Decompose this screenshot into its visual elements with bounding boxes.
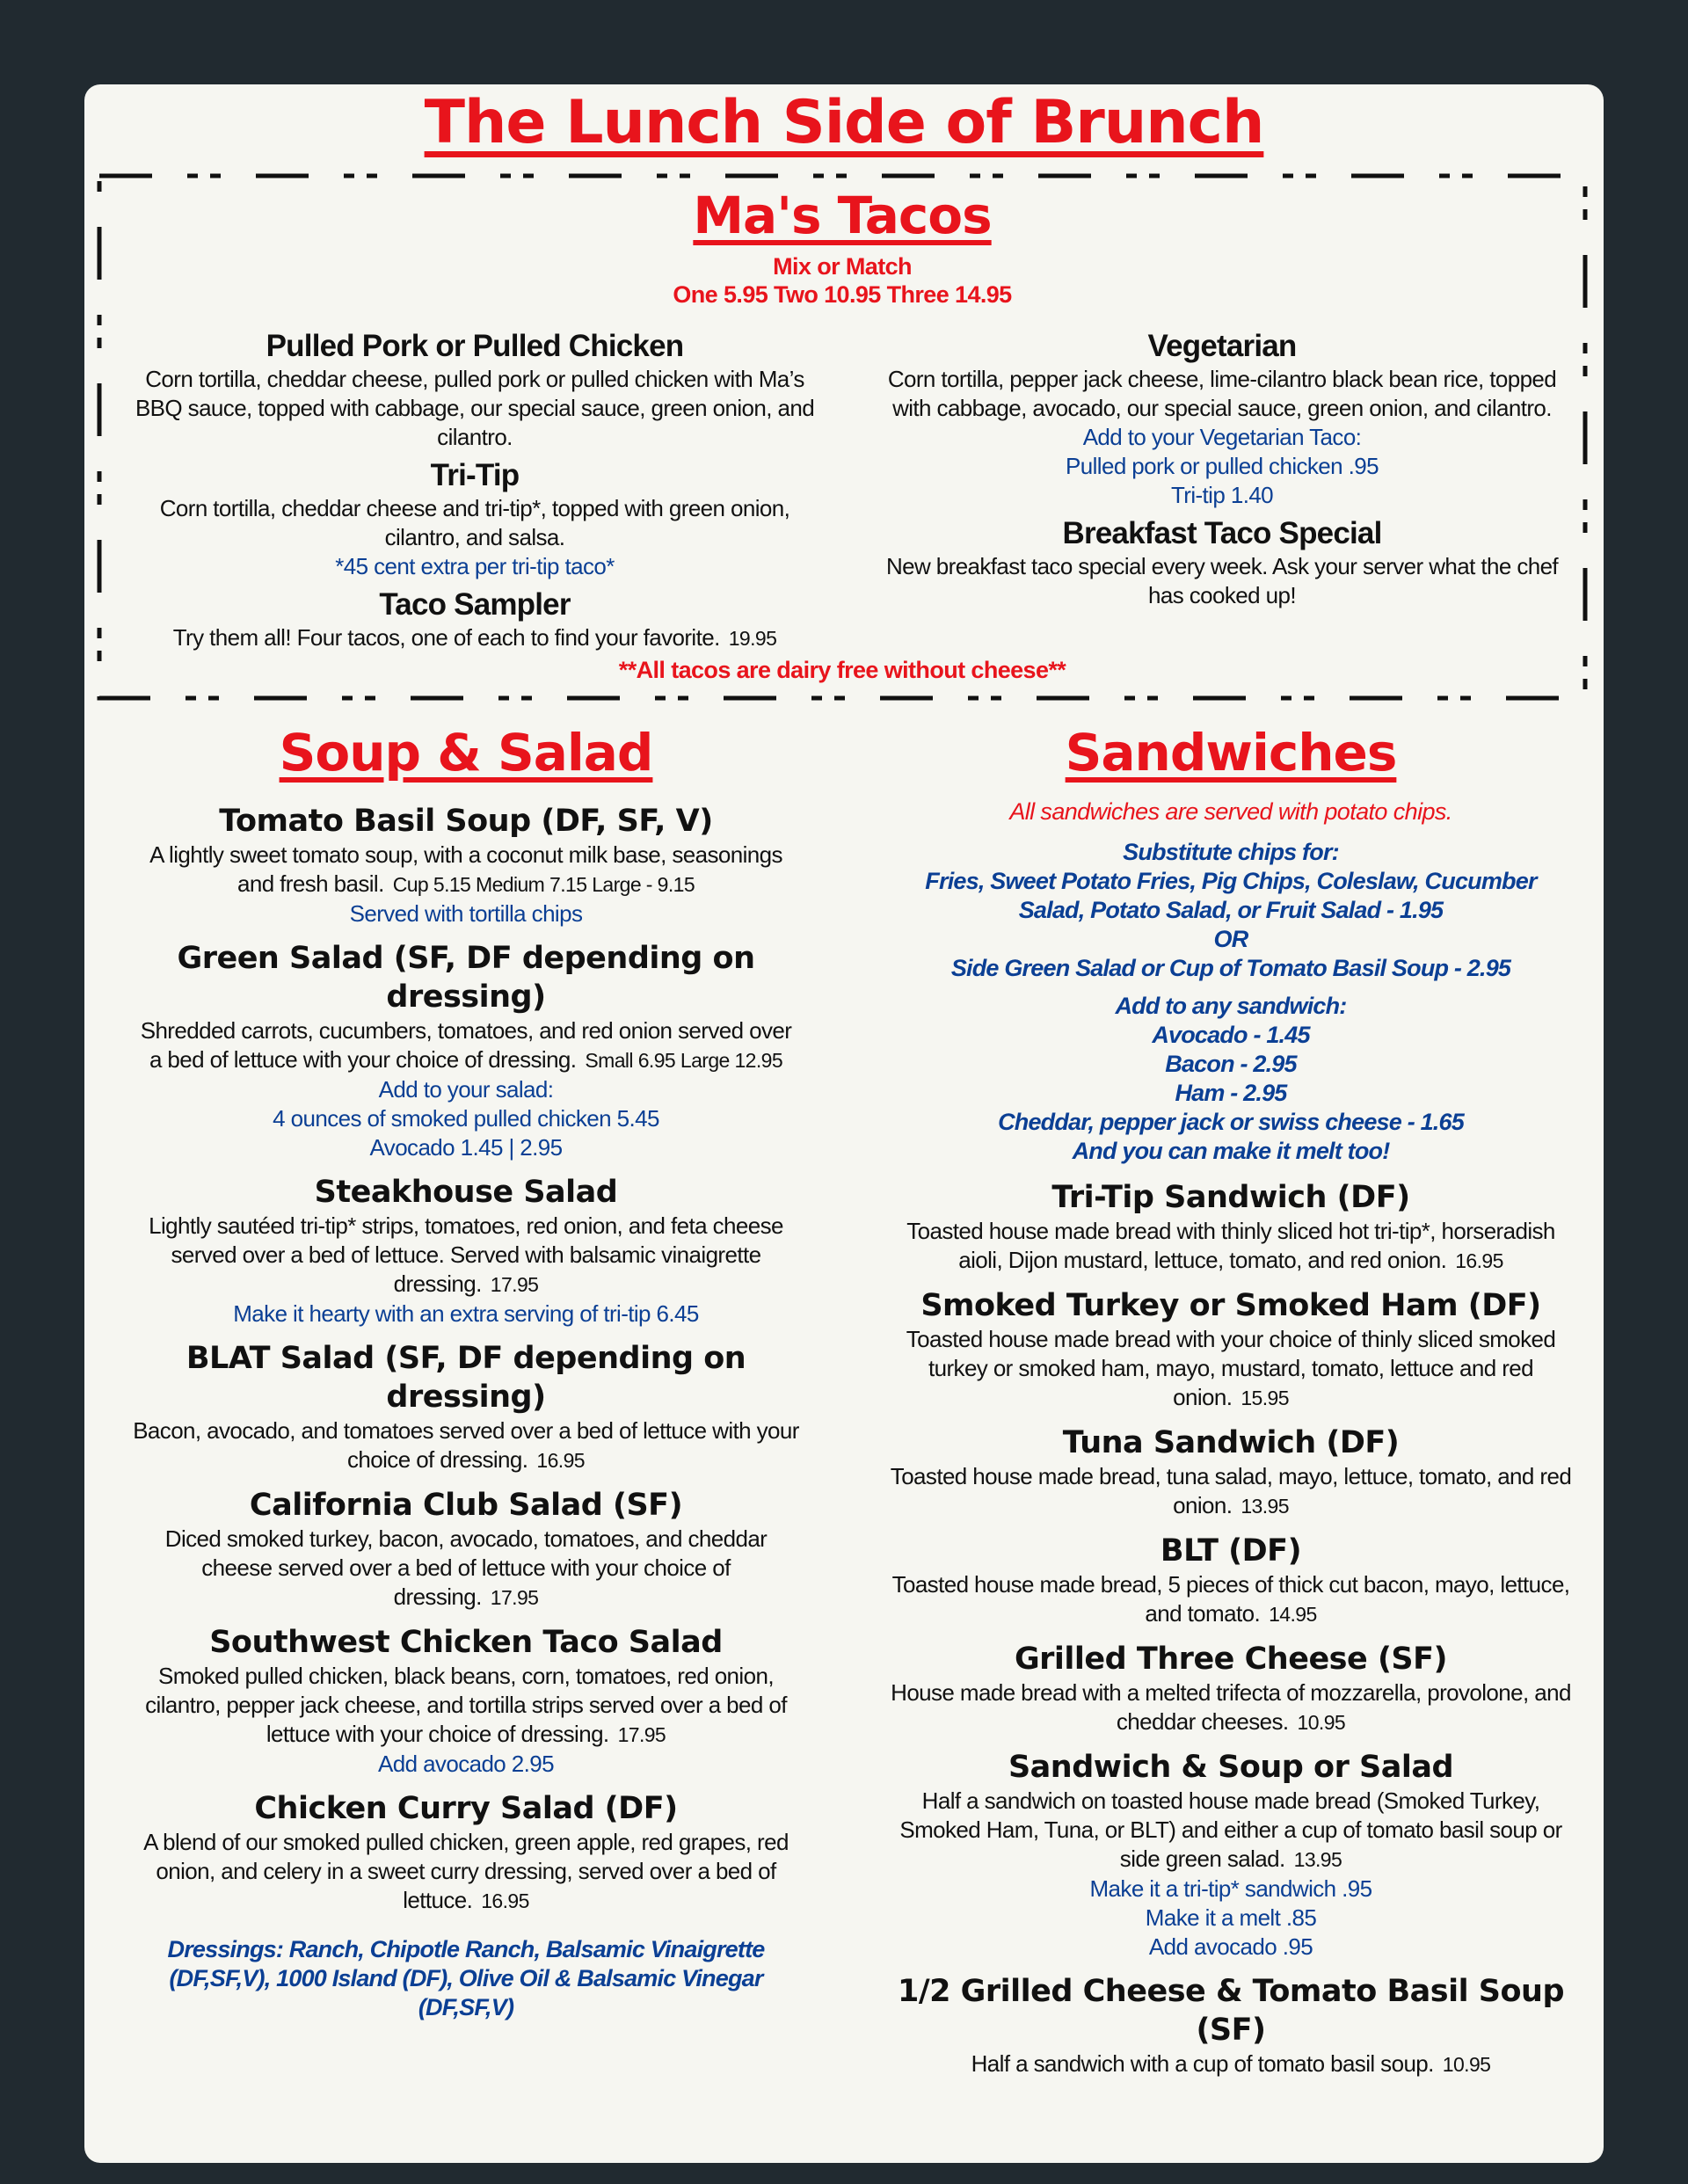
item-description: A lightly sweet tomato soup, with a coconut milk base, seasonings and fresh basil. bbox=[149, 841, 782, 897]
menu-item bbox=[123, 328, 826, 452]
item-name: Tri-Tip bbox=[430, 458, 520, 492]
tacos-right-column bbox=[879, 323, 1565, 610]
menu-item bbox=[132, 1623, 800, 1779]
addon-line: Cheddar, pepper jack or swiss cheese - 1.65 bbox=[998, 1109, 1464, 1135]
item-name: Smoked Turkey or Smoked Ham (DF) bbox=[920, 1288, 1541, 1323]
item-description: Toasted house made bread, tuna salad, mayo, lettuce, tomato, and red onion. bbox=[890, 1463, 1572, 1518]
menu-item bbox=[888, 1286, 1574, 1413]
item-extra: Avocado 1.45 | 2.95 bbox=[369, 1134, 563, 1161]
substitute-line: Side Green Salad or Cup of Tomato Basil Soup - 2.95 bbox=[950, 955, 1511, 981]
item-description: Bacon, avocado, and tomatoes served over a bed of lettuce with your choice of dressing. bbox=[133, 1417, 799, 1473]
item-price: 13.95 bbox=[1293, 1848, 1342, 1871]
item-price: 19.95 bbox=[728, 627, 777, 650]
item-description: Shredded carrots, cucumbers, tomatoes, and red onion served over a bed of lettuce with your choice of dressing. bbox=[140, 1017, 792, 1073]
addon-line: Bacon - 2.95 bbox=[1165, 1051, 1297, 1077]
item-price: 16.95 bbox=[481, 1889, 529, 1912]
item-name: Sandwich & Soup or Salad bbox=[1008, 1750, 1454, 1785]
menu-item bbox=[888, 1178, 1574, 1276]
page-title: The Lunch Side of Brunch bbox=[424, 88, 1264, 157]
sandwiches-heading: Sandwiches bbox=[1065, 723, 1397, 783]
item-name: Steakhouse Salad bbox=[314, 1175, 618, 1210]
tacos-mix: Mix or Match bbox=[773, 253, 912, 280]
item-description: New breakfast taco special every week. Ask your server what the chef has cooked up! bbox=[885, 553, 1559, 608]
menu-item bbox=[123, 586, 826, 653]
item-extra: Make it a melt .85 bbox=[1145, 1904, 1317, 1931]
item-price: 17.95 bbox=[490, 1273, 539, 1296]
menu-item bbox=[888, 1532, 1574, 1629]
item-description: Try them all! Four tacos, one of each to find your favorite. bbox=[172, 624, 720, 651]
addon-line: Avocado - 1.45 bbox=[1152, 1022, 1310, 1048]
menu-item bbox=[132, 939, 800, 1162]
item-price: Small 6.95 Large 12.95 bbox=[585, 1049, 783, 1072]
tacos-heading: Ma's Tacos bbox=[693, 186, 992, 245]
item-extra: Add avocado 2.95 bbox=[377, 1751, 554, 1777]
item-extra: Make it a tri-tip* sandwich .95 bbox=[1089, 1875, 1372, 1902]
menu-item bbox=[888, 1972, 1574, 2079]
item-description: Corn tortilla, cheddar cheese, pulled pork or pulled chicken with Ma’s BBQ sauce, topped with cabbage, our special sauce, green onion, and cilantro. bbox=[135, 366, 815, 450]
item-name: Pulled Pork or Pulled Chicken bbox=[266, 329, 684, 363]
menu-item bbox=[888, 1423, 1574, 1521]
sandwiches-note: All sandwiches are served with potato chips. bbox=[1009, 798, 1452, 825]
soup-salad-heading: Soup & Salad bbox=[279, 723, 653, 783]
addon-line: Add to any sandwich: bbox=[1115, 993, 1347, 1019]
dressings-note: Dressings: Ranch, Chipotle Ranch, Balsamic Vinaigrette (DF,SF,V), 1000 Island (DF), Olive Oil & Balsamic Vinegar (DF,SF,V) bbox=[167, 1936, 765, 2020]
menu-item bbox=[879, 515, 1565, 610]
item-description: Half a sandwich on toasted house made bread (Smoked Turkey, Smoked Ham, Tuna, or BLT) and either a cup of tomato basil soup or side green salad. bbox=[899, 1787, 1562, 1872]
item-price: 13.95 bbox=[1241, 1495, 1289, 1518]
item-extra: Served with tortilla chips bbox=[349, 900, 583, 927]
item-description: Diced smoked turkey, bacon, avocado, tomatoes, and cheddar cheese served over a bed of lettuce with your choice of dressing. bbox=[164, 1525, 768, 1610]
soup-salad-section bbox=[132, 723, 800, 2022]
substitute-line: Fries, Sweet Potato Fries, Pig Chips, Coleslaw, Cucumber Salad, Potato Salad, or Fruit Salad - 1.95 bbox=[925, 868, 1537, 923]
item-extra: Add to your salad: bbox=[378, 1076, 554, 1103]
tacos-box bbox=[97, 173, 1588, 701]
item-extra: Add avocado .95 bbox=[1148, 1933, 1313, 1960]
tacos-pricing: One 5.95 Two 10.95 Three 14.95 bbox=[673, 281, 1012, 308]
item-extra: 4 ounces of smoked pulled chicken 5.45 bbox=[273, 1105, 659, 1132]
substitute-line: Substitute chips for: bbox=[1123, 839, 1339, 865]
item-extra: *45 cent extra per tri-tip taco* bbox=[335, 553, 615, 579]
item-price: 15.95 bbox=[1241, 1387, 1289, 1409]
item-name: Vegetarian bbox=[1147, 329, 1297, 363]
menu-item bbox=[879, 328, 1565, 510]
tacos-left-column bbox=[123, 323, 826, 653]
item-price: 10.95 bbox=[1442, 2053, 1491, 2076]
item-description: House made bread with a melted trifecta of mozzarella, provolone, and cheddar cheeses. bbox=[891, 1679, 1571, 1735]
tacos-footnote: **All tacos are dairy free without cheese** bbox=[618, 657, 1066, 683]
item-name: BLT (DF) bbox=[1160, 1533, 1302, 1569]
item-extra: Add to your Vegetarian Taco: bbox=[1082, 424, 1362, 450]
item-price: Cup 5.15 Medium 7.15 Large - 9.15 bbox=[392, 873, 695, 896]
item-description: Corn tortilla, pepper jack cheese, lime-cilantro black bean rice, topped with cabbage, avocado, our special sauce, green onion, and cilantro. bbox=[887, 366, 1557, 421]
item-name: Breakfast Taco Special bbox=[1062, 516, 1382, 550]
item-name: Tri-Tip Sandwich (DF) bbox=[1051, 1180, 1410, 1215]
item-description: A blend of our smoked pulled chicken, green apple, red grapes, red onion, and celery in a sweet curry dressing, served over a bed of lettuce. bbox=[143, 1829, 789, 1913]
item-price: 16.95 bbox=[1455, 1249, 1503, 1272]
item-description: Half a sandwich with a cup of tomato basil soup. bbox=[971, 2050, 1434, 2077]
menu-item bbox=[123, 457, 826, 581]
addon-line: Ham - 2.95 bbox=[1175, 1080, 1287, 1106]
item-price: 17.95 bbox=[617, 1723, 666, 1746]
item-name: Southwest Chicken Taco Salad bbox=[209, 1625, 723, 1660]
item-extra: Pulled pork or pulled chicken .95 bbox=[1066, 453, 1379, 479]
menu-item bbox=[888, 1748, 1574, 1962]
addon-line: And you can make it melt too! bbox=[1072, 1138, 1390, 1164]
addons-block bbox=[888, 992, 1574, 1166]
substitute-line: OR bbox=[1213, 926, 1248, 952]
item-price: 17.95 bbox=[490, 1586, 539, 1609]
menu-item bbox=[132, 1173, 800, 1329]
item-price: 14.95 bbox=[1269, 1603, 1317, 1626]
item-name: Chicken Curry Salad (DF) bbox=[254, 1791, 678, 1826]
item-name: California Club Salad (SF) bbox=[249, 1488, 683, 1523]
item-name: Green Salad (SF, DF depending on dressing) bbox=[177, 941, 755, 1015]
item-extra: Tri-tip 1.40 bbox=[1170, 482, 1274, 508]
item-description: Toasted house made bread with thinly sliced hot tri-tip*, horseradish aioli, Dijon mustard, lettuce, tomato, and red onion. bbox=[906, 1218, 1555, 1273]
item-name: 1/2 Grilled Cheese & Tomato Basil Soup (SF) bbox=[897, 1974, 1565, 2048]
menu-item bbox=[132, 1789, 800, 1916]
item-description: Toasted house made bread, 5 pieces of thick cut bacon, mayo, lettuce, and tomato. bbox=[891, 1571, 1570, 1627]
menu-item bbox=[132, 1339, 800, 1475]
item-name: Taco Sampler bbox=[379, 587, 571, 622]
substitute-block bbox=[888, 838, 1574, 983]
item-name: Grilled Three Cheese (SF) bbox=[1014, 1642, 1448, 1677]
item-description: Toasted house made bread with your choice of thinly sliced smoked turkey or smoked ham, mayo, mustard, tomato, lettuce and red onion. bbox=[906, 1326, 1556, 1410]
item-price: 10.95 bbox=[1297, 1711, 1346, 1734]
menu-item bbox=[888, 1640, 1574, 1737]
sandwiches-section bbox=[888, 723, 1574, 2079]
item-price: 16.95 bbox=[536, 1449, 585, 1472]
item-description: Lightly sautéed tri-tip* strips, tomatoes, red onion, and feta cheese served over a bed of lettuce. Served with balsamic vinaigrette dressing. bbox=[149, 1212, 783, 1297]
item-name: Tuna Sandwich (DF) bbox=[1062, 1425, 1400, 1460]
item-description: Smoked pulled chicken, black beans, corn, tomatoes, red onion, cilantro, pepper jack cheese, and tortilla strips served over a bed of lettuce with your choice of dressing. bbox=[145, 1663, 787, 1747]
menu-item bbox=[132, 1486, 800, 1613]
item-extra: Make it hearty with an extra serving of tri-tip 6.45 bbox=[233, 1300, 699, 1327]
menu-item bbox=[132, 802, 800, 928]
item-name: BLAT Salad (SF, DF depending on dressing) bbox=[186, 1341, 746, 1415]
item-name: Tomato Basil Soup (DF, SF, V) bbox=[219, 804, 713, 839]
item-description: Corn tortilla, cheddar cheese and tri-tip*, topped with green onion, cilantro, and salsa. bbox=[159, 495, 790, 550]
